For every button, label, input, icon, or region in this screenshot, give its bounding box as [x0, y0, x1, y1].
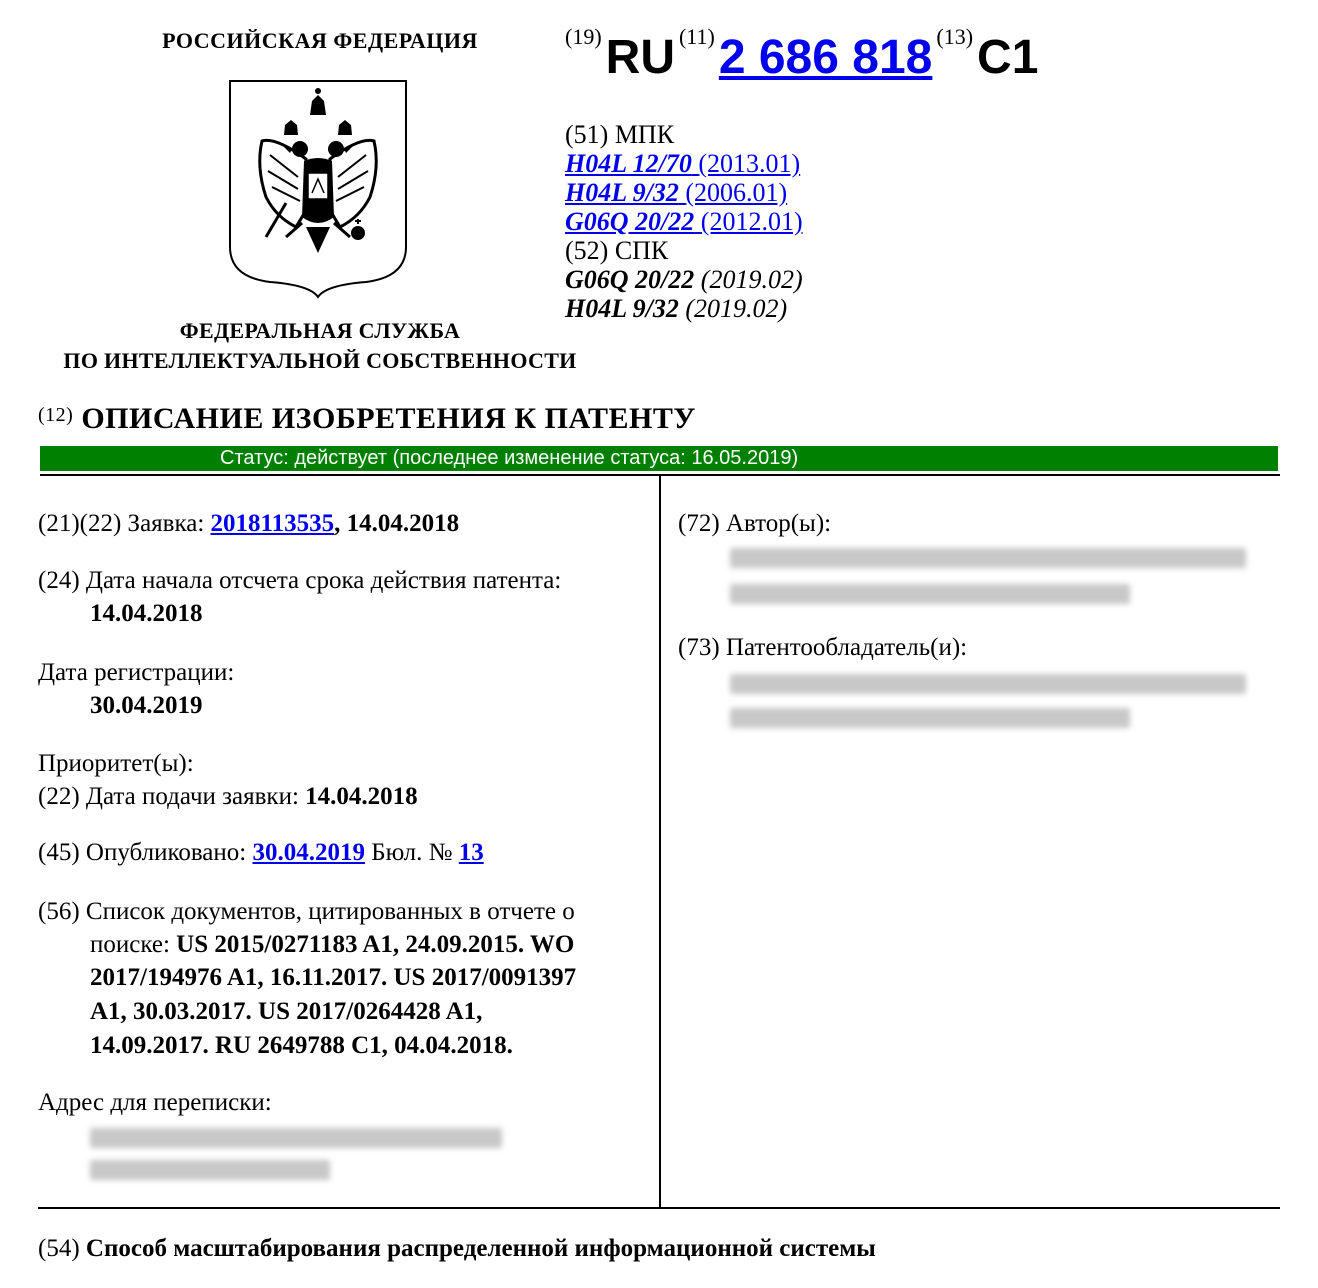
- start-date-label: (24) Дата начала отсчета срока действия патента:: [38, 567, 562, 594]
- spk-class: H04L 9/32 (2019.02): [565, 294, 788, 323]
- code-13: (13): [936, 24, 974, 49]
- country-name: РОССИЙСКАЯ ФЕДЕРАЦИЯ: [162, 28, 478, 53]
- coat-of-arms-emblem: [226, 77, 410, 299]
- code-19: (19): [565, 24, 602, 49]
- holders-label: (73) Патентообладатель(и):: [678, 634, 968, 661]
- patent-number-link[interactable]: 2 686 818: [718, 31, 933, 84]
- registration-date: 30.04.2019: [90, 692, 203, 719]
- cited-line: 14.09.2017. RU 2649788 C1, 04.04.2018.: [90, 1032, 513, 1059]
- published-date-link[interactable]: 30.04.2019: [252, 839, 365, 866]
- redacted-address: [90, 1128, 502, 1148]
- registration-label: Дата регистрации:: [38, 659, 235, 686]
- cited-line: 2017/194976 A1, 16.11.2017. US 2017/0091397: [90, 964, 577, 991]
- agency-line-2: ПО ИНТЕЛЛЕКТУАЛЬНОЙ СОБСТВЕННОСТИ: [63, 348, 577, 373]
- invention-title: Способ масштабирования распределенной информационной системы: [85, 1235, 876, 1262]
- mpk-class-link[interactable]: H04L 12/70 (2013.01): [565, 149, 801, 178]
- agency-name: [30, 316, 610, 376]
- status-bar: Статус: действует (последнее изменение статуса: 16.05.2019): [40, 446, 1278, 471]
- cited-label: (56) Список документов, цитированных в отчете о: [38, 898, 575, 925]
- application-number-link[interactable]: 2018113535: [210, 510, 335, 537]
- mpk-label: (51) МПК: [565, 120, 675, 149]
- title-text: ОПИСАНИЕ ИЗОБРЕТЕНИЯ К ПАТЕНТУ: [81, 402, 696, 435]
- kind-code: C1: [977, 31, 1039, 84]
- filing-date: 14.04.2018: [305, 783, 418, 810]
- published-row: (45) Опубликовано: 30.04.2019 Бюл. № 13: [38, 839, 484, 866]
- spk-class: G06Q 20/22 (2019.02): [565, 265, 803, 294]
- title-code: (12): [38, 404, 74, 426]
- redacted-authors: [730, 584, 1130, 604]
- bulletin-label: Бюл. №: [371, 839, 453, 866]
- patent-number-line: [565, 24, 1039, 85]
- bulletin-number-link[interactable]: 13: [458, 839, 484, 866]
- agency-line-1: ФЕДЕРАЛЬНАЯ СЛУЖБА: [179, 318, 461, 343]
- invention-title-row: [38, 1232, 876, 1265]
- table-bottom-rule: [38, 1207, 1280, 1209]
- address-label: Адрес для переписки:: [38, 1089, 272, 1116]
- mpk-class-link[interactable]: G06Q 20/22 (2012.01): [565, 207, 803, 236]
- mpk-class-link[interactable]: H04L 9/32 (2006.01): [565, 178, 788, 207]
- redacted-address: [90, 1160, 330, 1180]
- cited-line: A1, 30.03.2017. US 2017/0264428 A1,: [90, 998, 483, 1025]
- start-date-value: 14.04.2018: [90, 600, 203, 627]
- invention-code: (54): [38, 1235, 80, 1262]
- document-title: [38, 402, 696, 436]
- application-date: , 14.04.2018: [334, 510, 460, 537]
- redacted-holders: [730, 674, 1246, 694]
- code-11: (11): [678, 24, 715, 49]
- application-row: (21)(22) Заявка: 2018113535, 14.04.2018: [38, 510, 460, 537]
- classification-block: [565, 120, 803, 323]
- authors-label: (72) Автор(ы):: [678, 510, 832, 537]
- cited-line: поиске: US 2015/0271183 A1, 24.09.2015. WO: [90, 931, 575, 958]
- spk-label: (52) СПК: [565, 236, 669, 265]
- redacted-holders: [730, 708, 1130, 728]
- redacted-authors: [730, 548, 1246, 568]
- filing-row: (22) Дата подачи заявки: 14.04.2018: [38, 783, 418, 810]
- column-divider: [659, 474, 661, 1208]
- priority-label: Приоритет(ы):: [38, 750, 194, 777]
- country-code: RU: [605, 31, 675, 84]
